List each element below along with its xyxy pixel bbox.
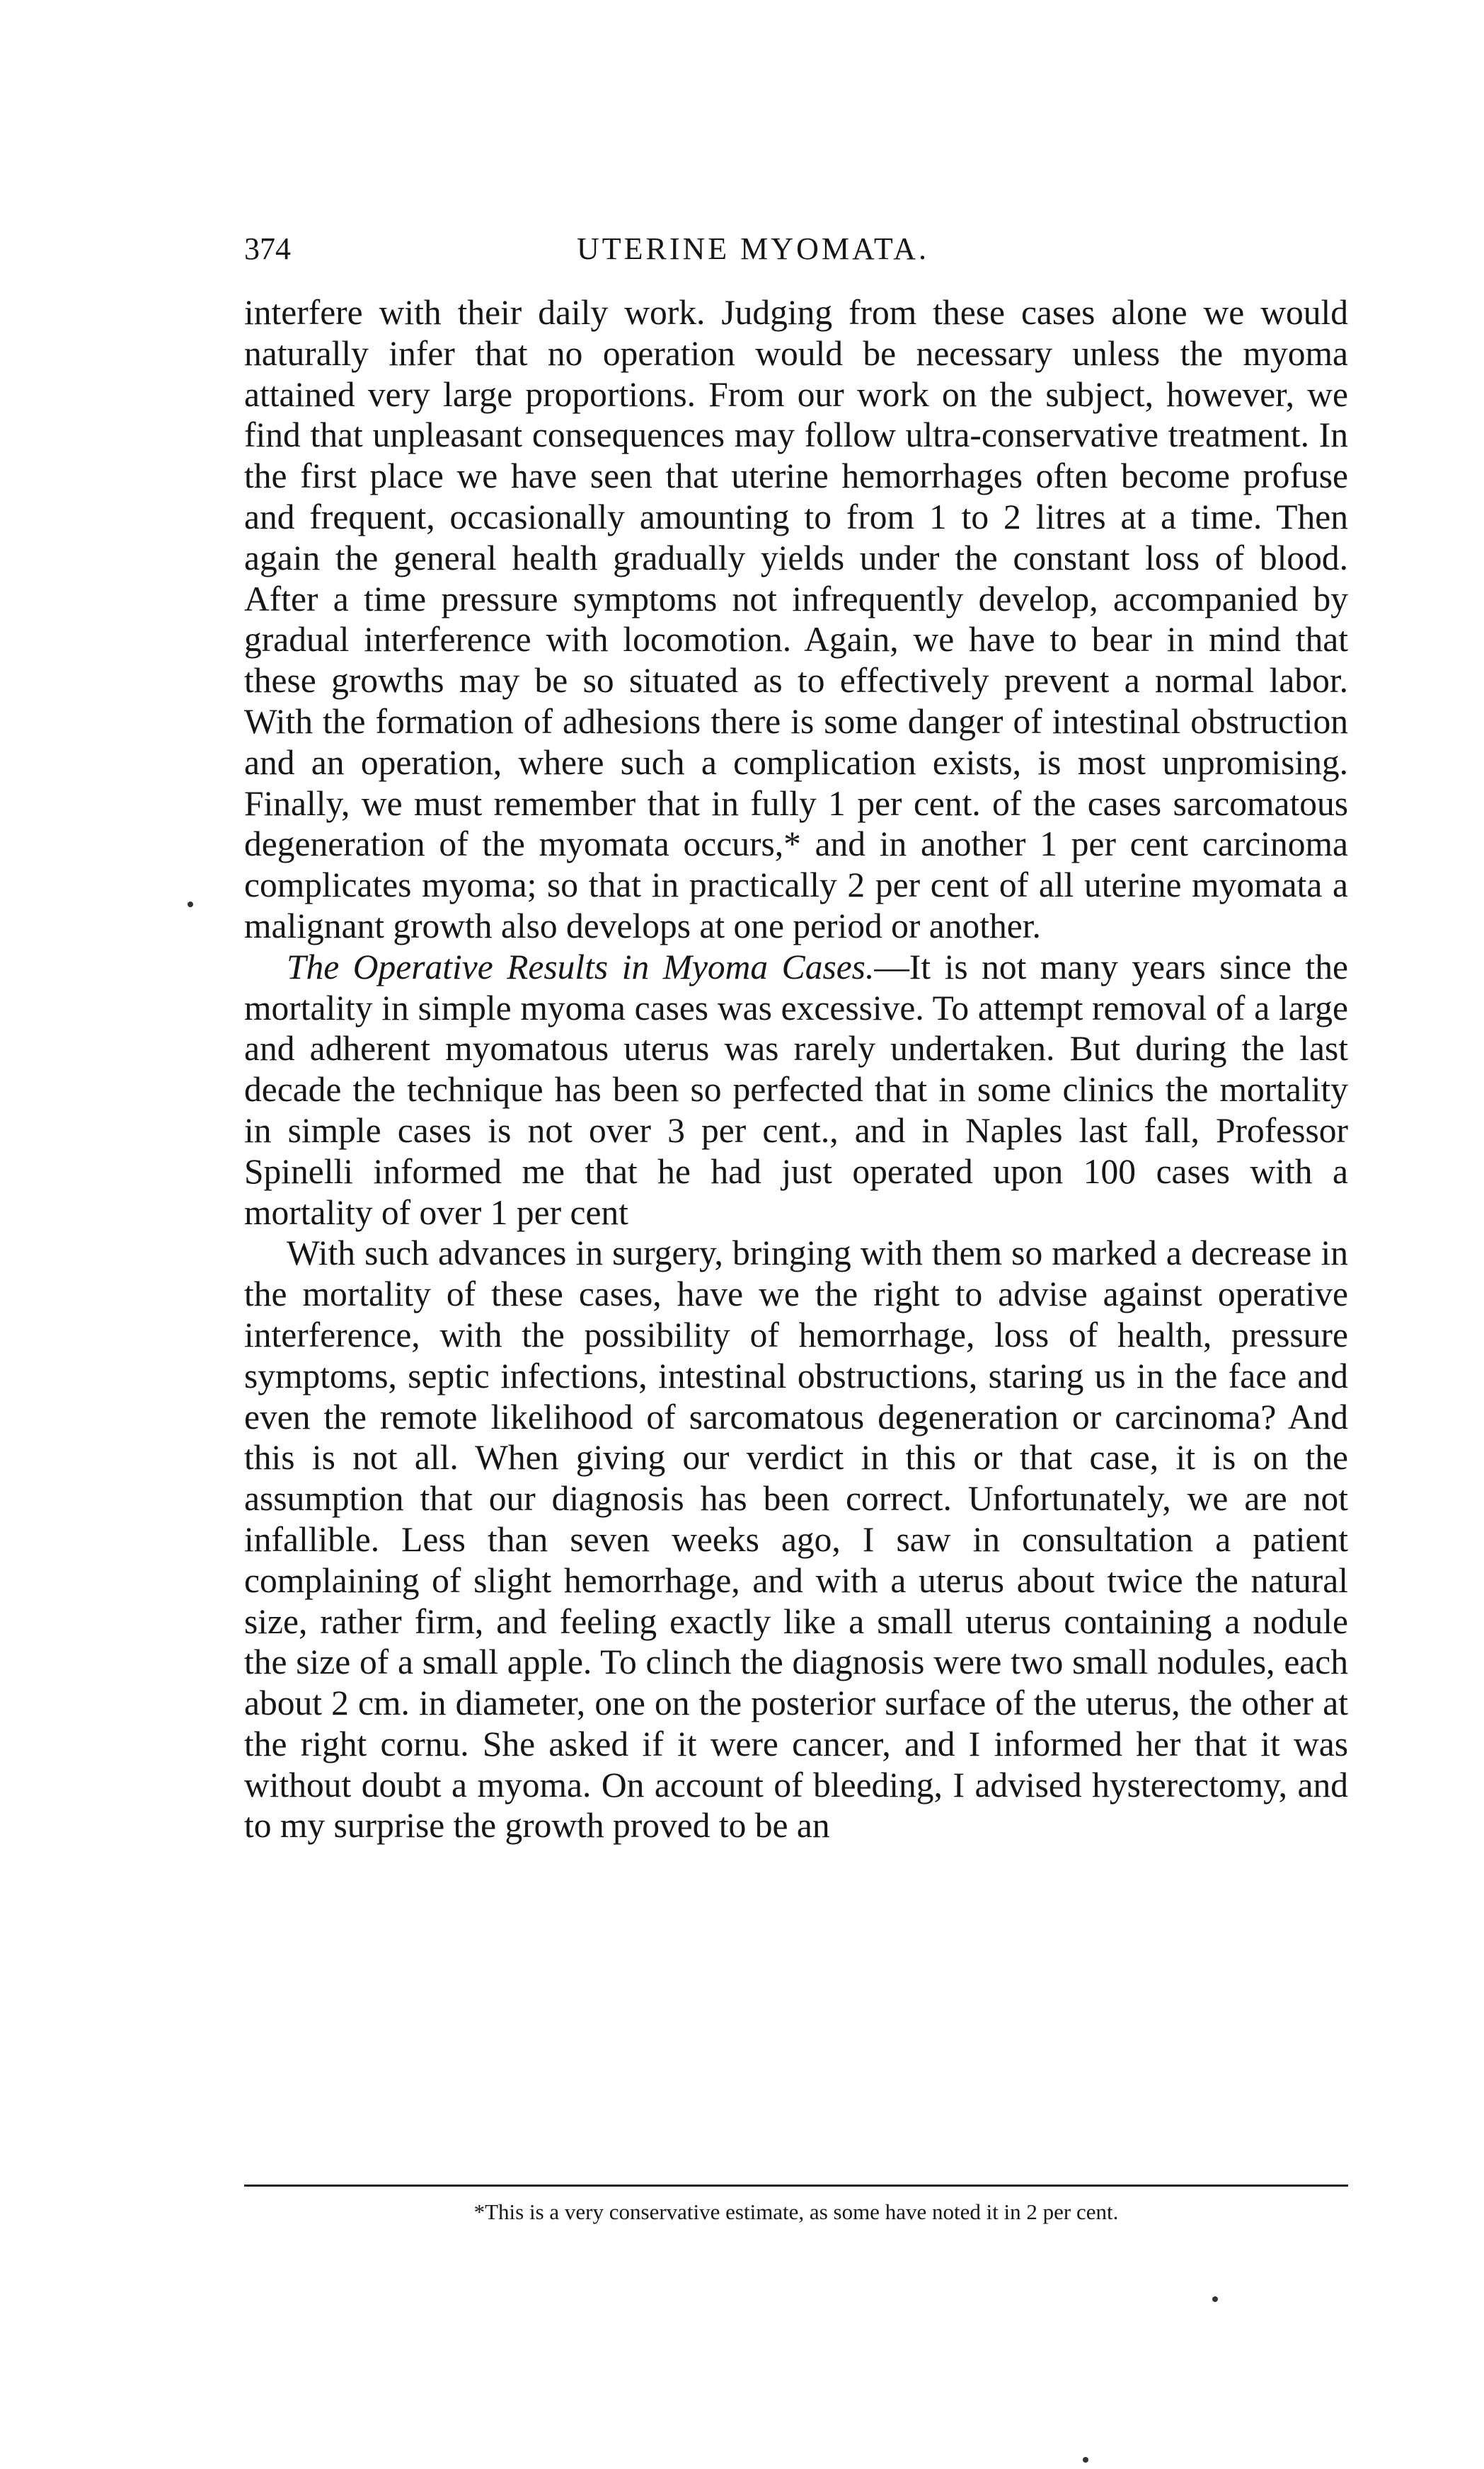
running-head [244, 221, 1348, 277]
paragraph-text: —It is not many years since the mortality in simple myoma cases was excessive. To attempt removal of a large and adherent myomatous uterus was rarely undertaken. But during the last decade the technique has been so perfected that in some clinics the mortality in simple cases is not over 3 per cent., and in Naples last fall, Professor Spinelli informed me that he had just operated upon 100 cases with a mortality of over 1 per cent [244, 947, 1348, 1232]
paragraph: With such advances in surgery, bringing with them so marked a decrease in the mortality of these cases, have we the right to advise against operative interference, with the possibility of hemorrhage, loss of health, pressure symptoms, septic infections, intestinal obstructions, staring us in the face and even the remote likelihood of sarcomatous degeneration or carcinoma? And this is not all. When giving our verdict in this or that case, it is on the assumption that our diagnosis has been correct. Unfortunately, we are not infallible. Less than seven weeks ago, I saw in consultation a patient complaining of slight hemorrhage, and with a uterus about twice the natural size, rather firm, and feeling exactly like a small uterus containing a nodule the size of a small apple. To clinch the diagnosis were two small nodules, each about 2 cm. in diameter, one on the posterior surface of the uterus, the other at the right cornu. She asked if it were cancer, and I informed her that it was without doubt a myoma. On account of bleeding, I advised hysterectomy, and to my surprise the growth proved to be an [244, 1233, 1348, 1846]
section-heading: The Operative Results in Myoma Cases. [287, 947, 875, 986]
paragraph [244, 947, 1348, 1233]
footnote-rule [244, 2185, 1348, 2187]
print-speck [188, 902, 193, 907]
running-title: UTERINE MYOMATA. [577, 231, 930, 266]
print-speck [1083, 2457, 1088, 2463]
body-text [244, 292, 1348, 1846]
paragraph: interfere with their daily work. Judging from these cases alone we would naturally infer that no operation would be necessary unless the myoma attained very large proportions. From our work on the subject, however, we find that unpleasant consequences may follow ultra-conservative treatment. In the first place we have seen that uterine hemorrhages often become profuse and frequent, occasionally amounting to from 1 to 2 litres at a time. Then again the general health gradually yields under the constant loss of blood. After a time pressure symptoms not infrequently develop, accompanied by gradual interference with locomotion. Again, we have to bear in mind that these growths may be so situated as to effectively prevent a normal labor. With the formation of adhesions there is some danger of intestinal obstruction and an operation, where such a complication exists, is most unpromising. Finally, we must remember that in fully 1 per cent. of the cases sarcomatous degeneration of the myomata occurs,* and in another 1 per cent carcinoma complicates myoma; so that in practically 2 per cent of all uterine myomata a malignant growth also develops at one period or another. [244, 293, 1348, 945]
footnote: *This is a very conservative estimate, as some have noted it in 2 per cent. [473, 2199, 1119, 2224]
print-speck [1212, 2296, 1218, 2302]
page-number: 374 [244, 231, 291, 266]
